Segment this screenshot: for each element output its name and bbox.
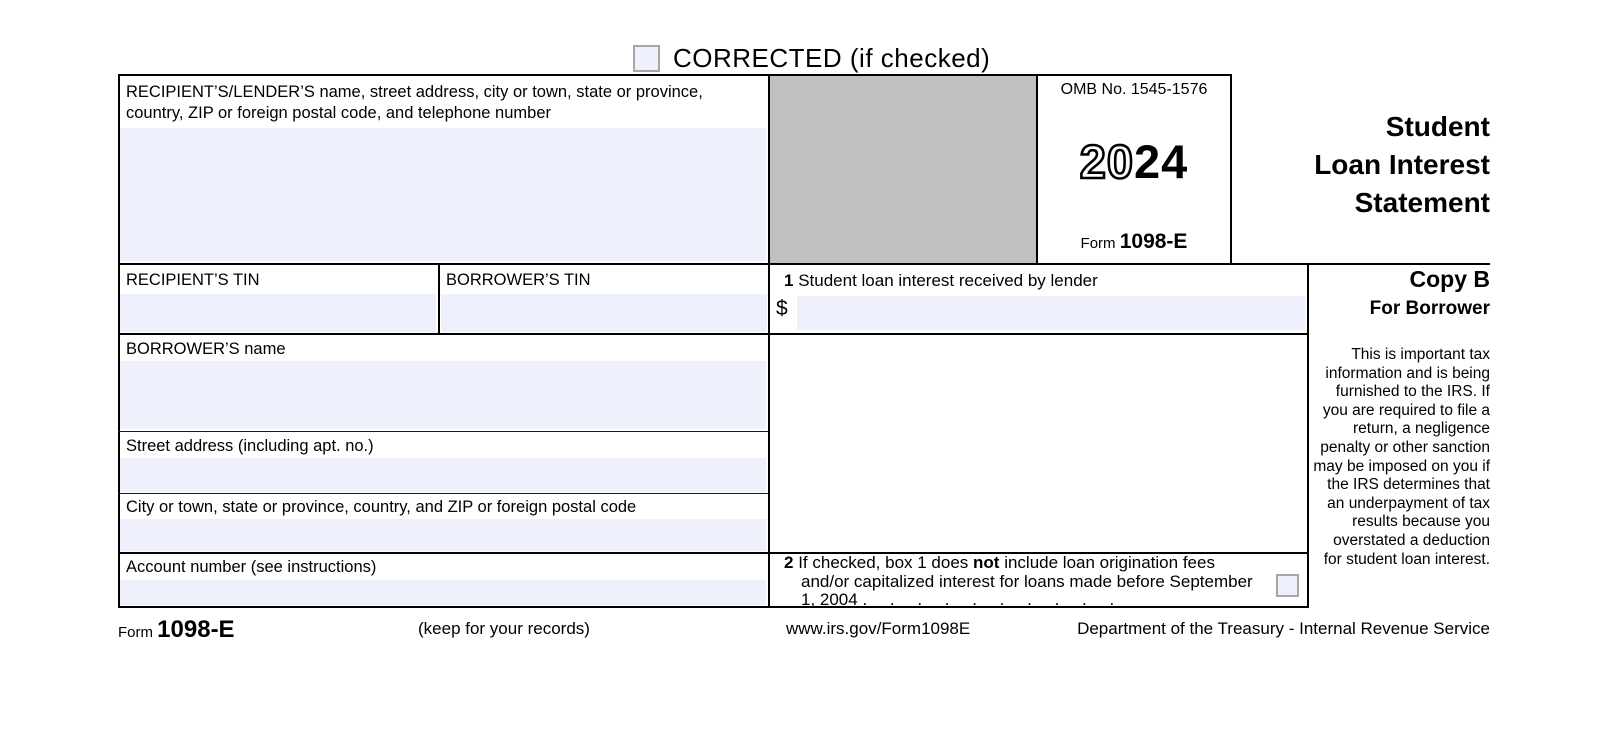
box1-number: 1	[784, 271, 794, 290]
account-number-input[interactable]	[120, 580, 766, 605]
divider-city	[118, 493, 768, 494]
form-title	[1190, 108, 1490, 222]
border-top	[118, 74, 1232, 76]
box2-number: 2	[784, 553, 794, 572]
borrower-tin-input[interactable]	[441, 294, 767, 332]
corrected-label: CORRECTED (if checked)	[673, 43, 991, 73]
divider-street	[118, 431, 768, 432]
box1-amount-input[interactable]	[797, 296, 1305, 330]
copy-label: Copy B	[1409, 266, 1490, 292]
city-input[interactable]	[120, 519, 766, 551]
street-address-label: Street address (including apt. no.)	[126, 437, 374, 455]
tax-notice: This is important tax information and is being furnished to the IRS. If you are required to file a return, a negligence penalty or other sanction may be imposed on you if the IRS determines that an underpayment of tax results because you overstated a deduction for student loan interest.	[1313, 346, 1490, 568]
copy-recipient-label: For Borrower	[1369, 298, 1490, 319]
divider-tin	[438, 263, 440, 335]
account-number-label: Account number (see instructions)	[126, 558, 377, 576]
border-omb-left	[1036, 74, 1038, 265]
recipient-lender-label: RECIPIENT’S/LENDER’S name, street address, city or town, state or province, country, ZIP or foreign postal code, and telephone number	[126, 83, 703, 122]
dot-leader: . . . . . . . . . .	[862, 590, 1116, 609]
recipient-tin-input[interactable]	[120, 294, 436, 332]
borrower-tin-label: BORROWER’S TIN	[446, 271, 591, 289]
city-label: City or town, state or province, country, and ZIP or foreign postal code	[126, 498, 637, 516]
box2-checkbox[interactable]	[1276, 574, 1299, 597]
corrected-checkbox[interactable]	[633, 45, 660, 72]
border-tin-bottom	[118, 333, 1309, 335]
recipient-lender-input[interactable]	[120, 128, 766, 261]
street-address-input[interactable]	[120, 458, 766, 492]
form-title-line1: Student	[1385, 111, 1490, 142]
footer-department: Department of the Treasury - Internal Revenue Service	[1077, 619, 1490, 638]
footer-keep-note: (keep for your records)	[418, 619, 590, 638]
form-word: Form	[1080, 235, 1116, 252]
tax-year-bold: 24	[1134, 135, 1189, 188]
borrower-name-input[interactable]	[120, 361, 766, 429]
box1-currency-symbol: $	[776, 297, 788, 320]
form-title-line2: Loan Interest	[1314, 149, 1490, 180]
shaded-area	[770, 76, 1036, 263]
box2-label: 2 If checked, box 1 does not include loan origination fees and/or capitalized interest for loans made before September 1, 2004 . . . . . . . . . .	[784, 553, 1253, 609]
footer-form-number: Form 1098-E	[118, 616, 235, 643]
form-number-box	[1040, 230, 1228, 254]
footer-irs-url[interactable]: www.irs.gov/Form1098E	[786, 619, 971, 638]
footer-form-word: Form	[118, 624, 153, 641]
border-section1-bottom	[118, 263, 1490, 265]
recipient-tin-label: RECIPIENT’S TIN	[126, 271, 260, 289]
box1-label: 1 Student loan interest received by lender	[784, 271, 1098, 290]
omb-number: OMB No. 1545-1576	[1060, 81, 1208, 98]
tax-year-outline: 20	[1079, 135, 1134, 188]
form-title-line3: Statement	[1354, 187, 1490, 218]
borrower-name-label: BORROWER’S name	[126, 340, 286, 358]
form-number: 1098-E	[1119, 230, 1188, 253]
